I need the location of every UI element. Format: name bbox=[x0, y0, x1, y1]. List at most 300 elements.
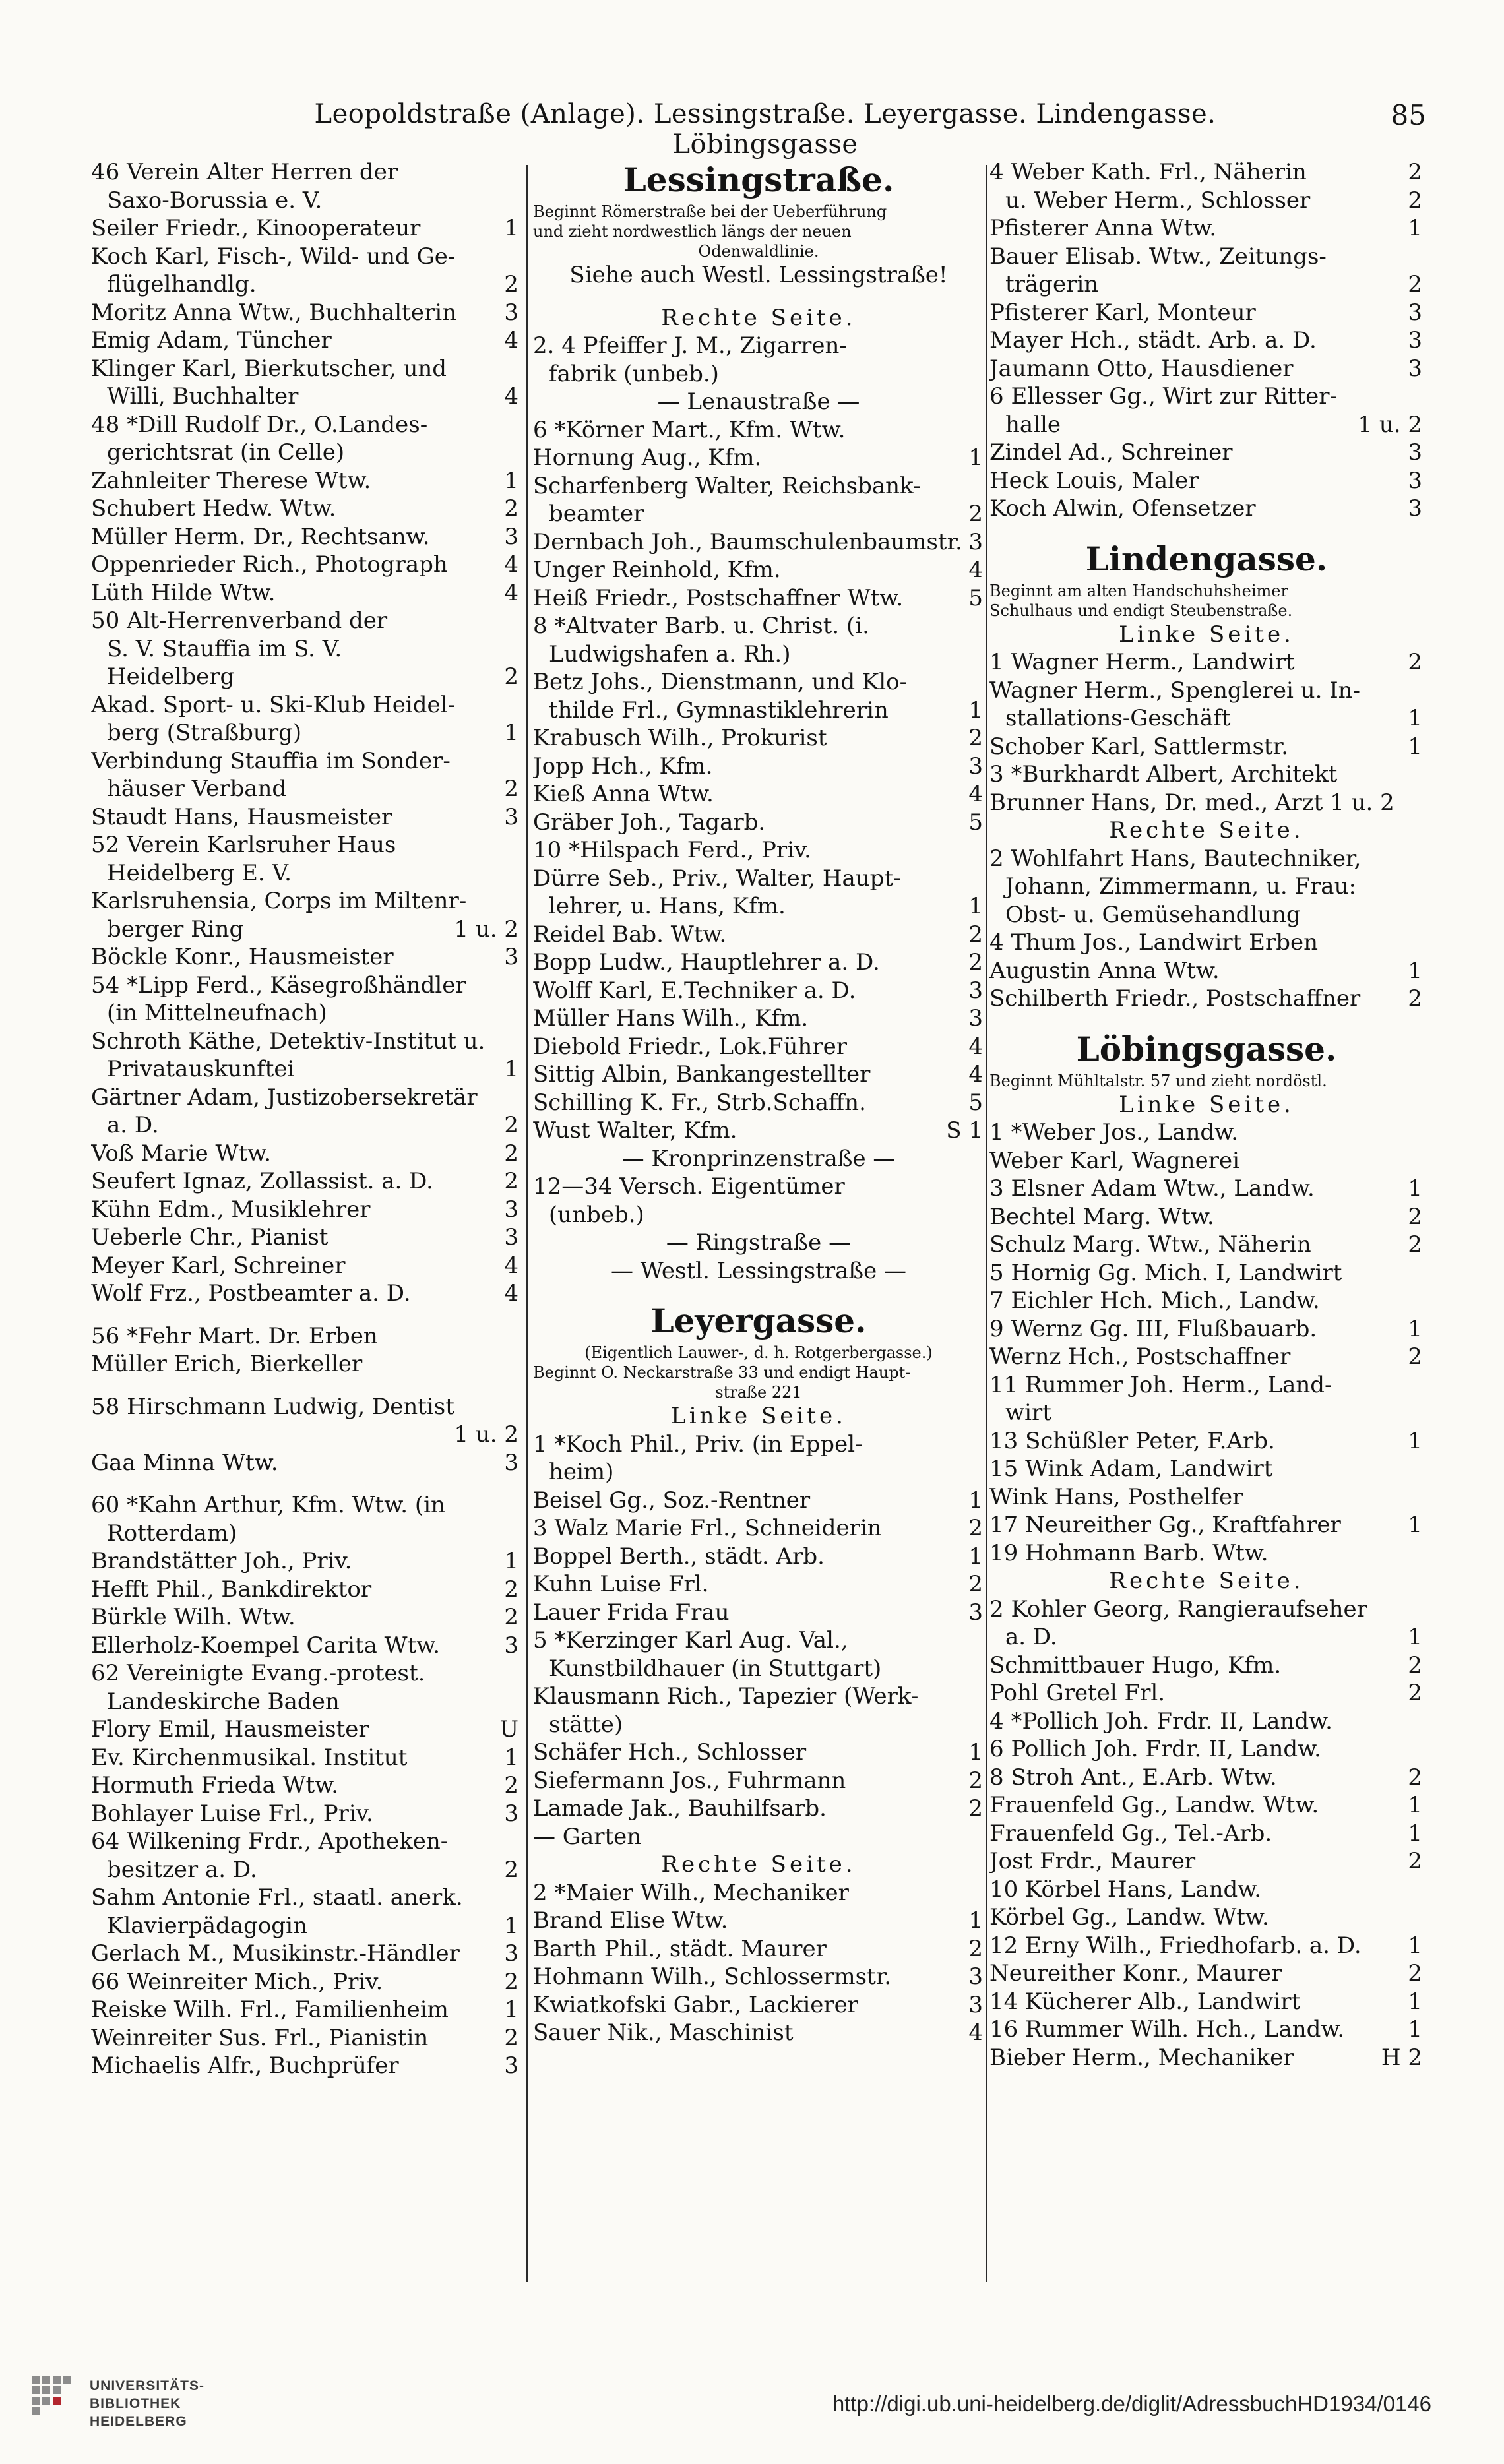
directory-line bbox=[989, 581, 1424, 601]
entry-text: a. D. bbox=[107, 1112, 159, 1138]
floor-number: 2 bbox=[1408, 649, 1422, 675]
directory-line bbox=[91, 1084, 520, 1112]
directory-line bbox=[989, 1539, 1424, 1568]
floor-number: 4 bbox=[968, 1033, 983, 1060]
entry-text: Flory Emil, Hausmeister bbox=[91, 1716, 369, 1742]
directory-line bbox=[989, 1679, 1424, 1708]
floor-number: 1 bbox=[968, 1543, 983, 1570]
directory-line bbox=[91, 635, 520, 663]
entry-text: Lamade Jak., Bauhilfsarb. bbox=[533, 1795, 827, 1822]
directory-line bbox=[989, 1623, 1424, 1651]
directory-line bbox=[533, 1795, 984, 1823]
entry-text: 3 Elsner Adam Wtw., Landw. bbox=[989, 1175, 1315, 1202]
directory-line bbox=[91, 775, 520, 803]
entry-text: Koch Karl, Fisch-, Wild- und Ge- bbox=[91, 243, 456, 270]
entry-text: Müller Hans Wilh., Kfm. bbox=[533, 1005, 809, 1032]
directory-line bbox=[533, 1458, 984, 1487]
floor-number: 2 bbox=[1408, 1764, 1422, 1791]
floor-number: 3 bbox=[504, 1800, 518, 1827]
street-heading bbox=[533, 158, 984, 202]
directory-line bbox=[533, 360, 984, 388]
directory-line bbox=[91, 1350, 520, 1378]
entry-text: 7 Eichler Hch. Mich., Landw. bbox=[989, 1287, 1320, 1314]
directory-line bbox=[533, 1711, 984, 1739]
floor-number: 1 bbox=[1408, 705, 1422, 731]
directory-line bbox=[91, 1547, 520, 1576]
floor-number: 3 bbox=[968, 1599, 983, 1626]
entry-text: a. D. bbox=[1005, 1624, 1057, 1650]
floor-number: 2 bbox=[1408, 985, 1422, 1012]
floor-number: 2 bbox=[1408, 1651, 1422, 1679]
directory-line bbox=[989, 789, 1424, 817]
entry-text: 8 *Altvater Barb. u. Christ. (i. bbox=[533, 613, 869, 639]
entry-text: 6 Ellesser Gg., Wirt zur Ritter- bbox=[989, 383, 1338, 410]
entry-text: Sahm Antonie Frl., staatl. anerk. bbox=[91, 1884, 463, 1911]
directory-line bbox=[533, 612, 984, 640]
floor-number: 3 bbox=[504, 1632, 518, 1659]
directory-line bbox=[533, 444, 984, 472]
directory-line bbox=[91, 1028, 520, 1056]
floor-number: 1 bbox=[504, 1744, 518, 1771]
floor-number: 1 bbox=[1408, 1820, 1422, 1847]
floor-number: 4 bbox=[504, 327, 518, 354]
directory-line bbox=[533, 1431, 984, 1459]
directory-line bbox=[533, 865, 984, 893]
directory-line bbox=[533, 1089, 984, 1117]
entry-text: 5 Hornig Gg. Mich. I, Landwirt bbox=[989, 1259, 1342, 1286]
directory-line bbox=[91, 971, 520, 1000]
entry-text: Frauenfeld Gg., Tel.-Arb. bbox=[989, 1820, 1272, 1847]
entry-text: Gräber Joh., Tagarb. bbox=[533, 809, 766, 836]
directory-line bbox=[989, 2016, 1424, 2044]
directory-line bbox=[533, 290, 984, 304]
directory-line bbox=[533, 892, 984, 921]
entry-text: — Kronprinzenstraße — bbox=[621, 1145, 896, 1172]
directory-line bbox=[91, 1715, 520, 1744]
entry-text: lehrer, u. Hans, Kfm. bbox=[549, 893, 786, 919]
floor-number: 2 bbox=[968, 1795, 983, 1822]
entry-text: 46 Verein Alter Herren der bbox=[91, 159, 398, 185]
directory-line bbox=[91, 1055, 520, 1084]
floor-number: S 1 bbox=[946, 1117, 983, 1144]
floor-number: 2 bbox=[968, 725, 983, 751]
floor-number: 1 bbox=[1408, 1792, 1422, 1818]
directory-line bbox=[989, 1567, 1424, 1595]
floor-number: 2 bbox=[968, 949, 983, 975]
entry-text: Linke Seite. bbox=[1119, 1091, 1294, 1118]
directory-line bbox=[91, 214, 520, 243]
floor-number: 1 bbox=[1408, 215, 1422, 241]
entry-text: halle bbox=[1005, 411, 1061, 438]
directory-line bbox=[989, 411, 1424, 439]
floor-number: 2 bbox=[504, 1140, 518, 1167]
floor-number: 2 bbox=[1408, 1848, 1422, 1874]
entry-text: 52 Verein Karlsruher Haus bbox=[91, 832, 396, 858]
entry-text: Kunstbildhauer (in Stuttgart) bbox=[549, 1655, 882, 1682]
directory-line bbox=[989, 1764, 1424, 1792]
entry-text: 6 *Körner Mart., Kfm. Wtw. bbox=[533, 416, 846, 443]
entry-text: Pohl Gretel Frl. bbox=[989, 1680, 1166, 1706]
entry-text: Rechte Seite. bbox=[1109, 1568, 1304, 1594]
entry-text: 2 *Maier Wilh., Mechaniker bbox=[533, 1879, 849, 1906]
directory-line bbox=[533, 696, 984, 725]
page-header bbox=[0, 99, 1504, 160]
entry-text: Koch Alwin, Ofensetzer bbox=[989, 495, 1256, 522]
directory-line bbox=[91, 299, 520, 327]
entry-text: (unbeb.) bbox=[549, 1201, 644, 1228]
floor-number: 4 bbox=[504, 551, 518, 578]
entry-text: Bechtel Marg. Wtw. bbox=[989, 1203, 1214, 1230]
directory-line bbox=[989, 187, 1424, 215]
directory-line bbox=[533, 1739, 984, 1767]
entry-text: besitzer a. D. bbox=[107, 1856, 257, 1883]
entry-text: Lindengasse. bbox=[1085, 539, 1328, 578]
directory-line bbox=[91, 1252, 520, 1280]
directory-line bbox=[989, 648, 1424, 677]
directory-line bbox=[533, 1599, 984, 1627]
floor-number: 1 bbox=[504, 215, 518, 241]
floor-number: 1 bbox=[1408, 957, 1422, 984]
directory-line bbox=[91, 467, 520, 495]
entry-text: Brunner Hans, Dr. med., Arzt 1 u. 2 bbox=[989, 789, 1394, 816]
entry-text: Ev. Kirchenmusikal. Institut bbox=[91, 1744, 408, 1771]
directory-line bbox=[533, 241, 984, 261]
directory-line bbox=[533, 1229, 984, 1257]
directory-line bbox=[91, 1576, 520, 1604]
entry-text: Emig Adam, Tüncher bbox=[91, 327, 332, 354]
floor-number: 2 bbox=[968, 501, 983, 527]
directory-line bbox=[989, 1847, 1424, 1876]
directory-line bbox=[533, 809, 984, 837]
directory-line bbox=[989, 1595, 1424, 1624]
floor-number: 1 bbox=[968, 1739, 983, 1766]
directory-line bbox=[989, 873, 1424, 901]
directory-line bbox=[533, 1682, 984, 1711]
directory-line bbox=[989, 1455, 1424, 1483]
entry-text: 19 Hohmann Barb. Wtw. bbox=[989, 1539, 1269, 1566]
entry-text: Hefft Phil., Bankdirektor bbox=[91, 1576, 372, 1603]
entry-text: Schäfer Hch., Schlosser bbox=[533, 1739, 807, 1766]
library-line: BIBLIOTHEK bbox=[90, 2396, 181, 2411]
directory-line bbox=[989, 1175, 1424, 1203]
directory-line bbox=[91, 187, 520, 215]
directory-line bbox=[91, 1632, 520, 1660]
floor-number: 2 bbox=[504, 1856, 518, 1883]
directory-line bbox=[533, 1935, 984, 1963]
entry-text: Wink Hans, Posthelfer bbox=[989, 1483, 1243, 1510]
source-url[interactable]: http://digi.ub.uni-heidelberg.de/diglit/AdressbuchHD1934/0146 bbox=[832, 2391, 1431, 2416]
entry-text: 2 Wohlfahrt Hans, Bautechniker, bbox=[989, 845, 1362, 872]
entry-text: Brandstätter Joh., Priv. bbox=[91, 1548, 352, 1574]
entry-text: Frauenfeld Gg., Landw. Wtw. bbox=[989, 1792, 1319, 1818]
entry-text: Bohlayer Luise Frl., Priv. bbox=[91, 1800, 373, 1827]
directory-line bbox=[91, 803, 520, 832]
floor-number: 3 bbox=[504, 944, 518, 970]
entry-text: 4 *Pollich Joh. Frdr. II, Landw. bbox=[989, 1708, 1332, 1735]
entry-text: 4 Weber Kath. Frl., Näherin bbox=[989, 159, 1307, 185]
directory-line bbox=[989, 1651, 1424, 1680]
directory-line bbox=[91, 1771, 520, 1800]
directory-line bbox=[533, 1851, 984, 1879]
directory-line bbox=[533, 304, 984, 332]
floor-number: 1 bbox=[1408, 1988, 1422, 2015]
directory-line bbox=[989, 1427, 1424, 1456]
entry-text: Bieber Herm., Mechaniker bbox=[989, 2044, 1294, 2071]
floor-number: 2 bbox=[504, 776, 518, 802]
entry-text: 17 Neureither Gg., Kraftfahrer bbox=[989, 1512, 1341, 1538]
floor-number: 2 bbox=[504, 495, 518, 522]
directory-line bbox=[989, 1511, 1424, 1539]
directory-line bbox=[533, 1823, 984, 1851]
entry-text: Staudt Hans, Hausmeister bbox=[91, 803, 392, 830]
directory-line bbox=[989, 1399, 1424, 1427]
directory-line bbox=[91, 383, 520, 411]
directory-line bbox=[989, 1876, 1424, 1904]
entry-text: Odenwaldlinie. bbox=[698, 242, 819, 261]
floor-number: 3 bbox=[1408, 495, 1422, 522]
entry-text: Kühn Edm., Musiklehrer bbox=[91, 1196, 371, 1223]
directory-line bbox=[533, 584, 984, 613]
entry-text: Mayer Hch., städt. Arb. a. D. bbox=[989, 327, 1317, 354]
entry-text: Bürkle Wilh. Wtw. bbox=[91, 1604, 296, 1630]
entry-text: Wagner Herm., Spenglerei u. In- bbox=[989, 677, 1361, 704]
street-heading bbox=[989, 1028, 1424, 1071]
directory-line bbox=[533, 921, 984, 949]
entry-text: Dürre Seb., Priv., Walter, Haupt- bbox=[533, 865, 901, 892]
entry-text: Löbingsgasse. bbox=[1076, 1029, 1337, 1068]
entry-text: stallations-Geschäft bbox=[1005, 705, 1231, 731]
directory-line bbox=[989, 1147, 1424, 1175]
entry-text: Böckle Konr., Hausmeister bbox=[91, 944, 394, 970]
entry-text: Voß Marie Wtw. bbox=[91, 1140, 272, 1167]
floor-number: 1 u. 2 bbox=[454, 915, 518, 942]
floor-number: 1 bbox=[968, 445, 983, 471]
entry-text: — Ringstraße — bbox=[666, 1229, 852, 1256]
directory-line bbox=[989, 1203, 1424, 1231]
floor-number: 3 bbox=[504, 1196, 518, 1223]
entry-text: straße 221 bbox=[715, 1383, 802, 1401]
directory-line bbox=[91, 1603, 520, 1632]
entry-text: Weinreiter Sus. Frl., Pianistin bbox=[91, 2024, 429, 2051]
directory-line bbox=[91, 691, 520, 720]
entry-text: Gaa Minna Wtw. bbox=[91, 1449, 278, 1476]
directory-line bbox=[989, 214, 1424, 243]
directory-line bbox=[533, 1767, 984, 1795]
floor-number: 1 bbox=[1408, 1315, 1422, 1342]
directory-line bbox=[91, 1940, 520, 1968]
entry-text: Kieß Anna Wtw. bbox=[533, 781, 714, 807]
directory-line bbox=[989, 439, 1424, 467]
floor-number: 4 bbox=[504, 383, 518, 410]
entry-text: Schulz Marg. Wtw., Näherin bbox=[989, 1231, 1311, 1258]
directory-line bbox=[533, 1033, 984, 1061]
floor-number: 3 bbox=[504, 1224, 518, 1250]
entry-text: Jopp Hch., Kfm. bbox=[533, 753, 713, 780]
directory-line bbox=[533, 1570, 984, 1599]
entry-text: Johann, Zimmermann, u. Frau: bbox=[1005, 873, 1356, 900]
floor-number: 4 bbox=[968, 557, 983, 583]
entry-text: Pfisterer Anna Wtw. bbox=[989, 215, 1217, 241]
directory-line bbox=[91, 915, 520, 944]
directory-line bbox=[989, 158, 1424, 187]
column-right bbox=[989, 158, 1424, 2282]
entry-text: Unger Reinhold, Kfm. bbox=[533, 557, 781, 583]
directory-line bbox=[989, 1988, 1424, 2016]
entry-text: Lauer Frida Frau bbox=[533, 1599, 730, 1626]
column-left bbox=[91, 158, 520, 2282]
entry-text: Beginnt Römerstraße bei der Ueberführung bbox=[533, 202, 887, 221]
directory-line bbox=[533, 724, 984, 753]
directory-line bbox=[91, 495, 520, 523]
entry-text: (in Mittelneufnach) bbox=[107, 1000, 327, 1026]
university-library-logo-icon bbox=[30, 2374, 83, 2427]
entry-text: 54 *Lipp Ferd., Käsegroßhändler bbox=[91, 971, 466, 999]
directory-line bbox=[91, 719, 520, 747]
entry-text: Betz Johs., Dienstmann, und Klo- bbox=[533, 669, 908, 695]
directory-line bbox=[533, 1963, 984, 1991]
directory-line bbox=[533, 1004, 984, 1033]
directory-line bbox=[989, 1735, 1424, 1764]
entry-text: Wolff Karl, E.Techniker a. D. bbox=[533, 977, 856, 1004]
entry-text: Beginnt O. Neckarstraße 33 und endigt Haupt- bbox=[533, 1363, 911, 1382]
entry-text: 11 Rummer Joh. Herm., Land- bbox=[989, 1371, 1332, 1398]
entry-text: Gerlach M., Musikinstr.-Händler bbox=[91, 1940, 460, 1967]
directory-line bbox=[533, 1201, 984, 1229]
entry-text: häuser Verband bbox=[107, 776, 287, 802]
entry-text: 1 Wagner Herm., Landwirt bbox=[989, 649, 1295, 675]
directory-line bbox=[533, 556, 984, 584]
library-name bbox=[90, 2377, 204, 2430]
directory-line bbox=[533, 2019, 984, 2047]
floor-number: 3 bbox=[968, 753, 983, 780]
directory-line bbox=[533, 202, 984, 222]
directory-line bbox=[989, 523, 1424, 538]
directory-line bbox=[533, 668, 984, 696]
entry-text: 12 Erny Wilh., Friedhofarb. a. D. bbox=[989, 1932, 1362, 1959]
directory-line bbox=[989, 845, 1424, 873]
entry-text: Zahnleiter Therese Wtw. bbox=[91, 467, 371, 494]
entry-text: Scharfenberg Walter, Reichsbank- bbox=[533, 472, 921, 499]
directory-line bbox=[533, 640, 984, 669]
entry-text: Weber Karl, Wagnerei bbox=[989, 1147, 1239, 1174]
directory-line bbox=[533, 1173, 984, 1201]
entry-text: Krabusch Wilh., Prokurist bbox=[533, 725, 827, 751]
directory-line bbox=[91, 1800, 520, 1828]
entry-text: — Garten bbox=[533, 1823, 642, 1850]
directory-line bbox=[989, 1091, 1424, 1119]
floor-number: 3 bbox=[968, 1991, 983, 2018]
entry-text: 3 *Burkhardt Albert, Architekt bbox=[989, 761, 1338, 787]
directory-line bbox=[91, 747, 520, 776]
directory-line bbox=[91, 2052, 520, 2080]
directory-line bbox=[989, 2044, 1424, 2072]
entry-text: 2 Kohler Georg, Rangieraufseher bbox=[989, 1595, 1367, 1622]
directory-line bbox=[91, 999, 520, 1028]
floor-number: 1 bbox=[504, 1912, 518, 1939]
entry-text: Zindel Ad., Schreiner bbox=[989, 439, 1233, 466]
directory-line bbox=[533, 1514, 984, 1543]
directory-line bbox=[91, 1140, 520, 1168]
entry-text: Heidelberg E. V. bbox=[107, 859, 292, 886]
directory-line bbox=[91, 158, 520, 187]
floor-number: 2 bbox=[1408, 1231, 1422, 1258]
directory-line bbox=[989, 1483, 1424, 1512]
library-line: UNIVERSITÄTS- bbox=[90, 2378, 205, 2393]
floor-number: 1 bbox=[1408, 2016, 1422, 2043]
entry-text: Reiske Wilh. Frl., Familienheim bbox=[91, 1996, 449, 2023]
floor-number: 1 bbox=[968, 893, 983, 919]
entry-text: trägerin bbox=[1005, 271, 1099, 297]
directory-line bbox=[989, 1287, 1424, 1315]
directory-line bbox=[91, 859, 520, 888]
directory-line bbox=[989, 1013, 1424, 1028]
floor-number: 1 bbox=[504, 720, 518, 746]
directory-line bbox=[989, 1259, 1424, 1287]
directory-line bbox=[989, 985, 1424, 1013]
entry-text: 64 Wilkening Frdr., Apotheken- bbox=[91, 1828, 449, 1855]
directory-line bbox=[989, 621, 1424, 649]
entry-text: Bopp Ludw., Hauptlehrer a. D. bbox=[533, 949, 880, 975]
directory-line bbox=[989, 1071, 1424, 1091]
floor-number: 4 bbox=[968, 2019, 983, 2046]
floor-number: 2 bbox=[1408, 187, 1422, 214]
floor-number: 5 bbox=[968, 809, 983, 836]
floor-number: 3 bbox=[968, 528, 983, 555]
directory-line bbox=[989, 1820, 1424, 1848]
entry-text: Landeskirche Baden bbox=[107, 1688, 340, 1715]
directory-line bbox=[91, 1520, 520, 1548]
directory-line bbox=[91, 355, 520, 383]
directory-line bbox=[91, 1308, 520, 1322]
directory-line bbox=[989, 467, 1424, 495]
directory-line bbox=[91, 1688, 520, 1716]
directory-line bbox=[91, 1912, 520, 1940]
directory-line bbox=[533, 1363, 984, 1382]
entry-text: 62 Vereinigte Evang.-protest. bbox=[91, 1660, 425, 1686]
directory-line bbox=[91, 1659, 520, 1688]
entry-text: Hormuth Frieda Wtw. bbox=[91, 1772, 339, 1799]
directory-line bbox=[91, 1421, 520, 1449]
entry-text: 1 *Weber Jos., Landw. bbox=[989, 1119, 1239, 1146]
floor-number: 3 bbox=[1408, 467, 1422, 494]
entry-text: Leyergasse. bbox=[650, 1301, 867, 1340]
floor-number: 2 bbox=[504, 1576, 518, 1603]
entry-text: Wust Walter, Kfm. bbox=[533, 1117, 737, 1144]
entry-text: Linke Seite. bbox=[671, 1403, 846, 1429]
floor-number: 2 bbox=[504, 2024, 518, 2051]
entry-text: 15 Wink Adam, Landwirt bbox=[989, 1456, 1273, 1482]
floor-number: 1 bbox=[1408, 1512, 1422, 1538]
floor-number: 3 bbox=[1408, 355, 1422, 382]
floor-number: 1 bbox=[1408, 1427, 1422, 1454]
entry-text: 12—34 Versch. Eigentümer bbox=[533, 1173, 845, 1200]
directory-line bbox=[989, 243, 1424, 271]
directory-line bbox=[989, 495, 1424, 523]
entry-text: Schubert Hedw. Wtw. bbox=[91, 495, 336, 522]
floor-number: 2 bbox=[1408, 159, 1422, 185]
entry-text: Schroth Käthe, Detektiv-Institut u. bbox=[91, 1028, 486, 1055]
directory-line bbox=[91, 411, 520, 439]
directory-line bbox=[533, 1879, 984, 1907]
directory-line bbox=[533, 500, 984, 528]
directory-line bbox=[91, 1968, 520, 1996]
entry-text: 4 Thum Jos., Landwirt Erben bbox=[989, 929, 1318, 956]
entry-text: stätte) bbox=[549, 1711, 623, 1738]
directory-line bbox=[91, 1196, 520, 1224]
directory-line bbox=[91, 1279, 520, 1308]
entry-text: Barth Phil., städt. Maurer bbox=[533, 1935, 827, 1962]
directory-line bbox=[533, 836, 984, 865]
